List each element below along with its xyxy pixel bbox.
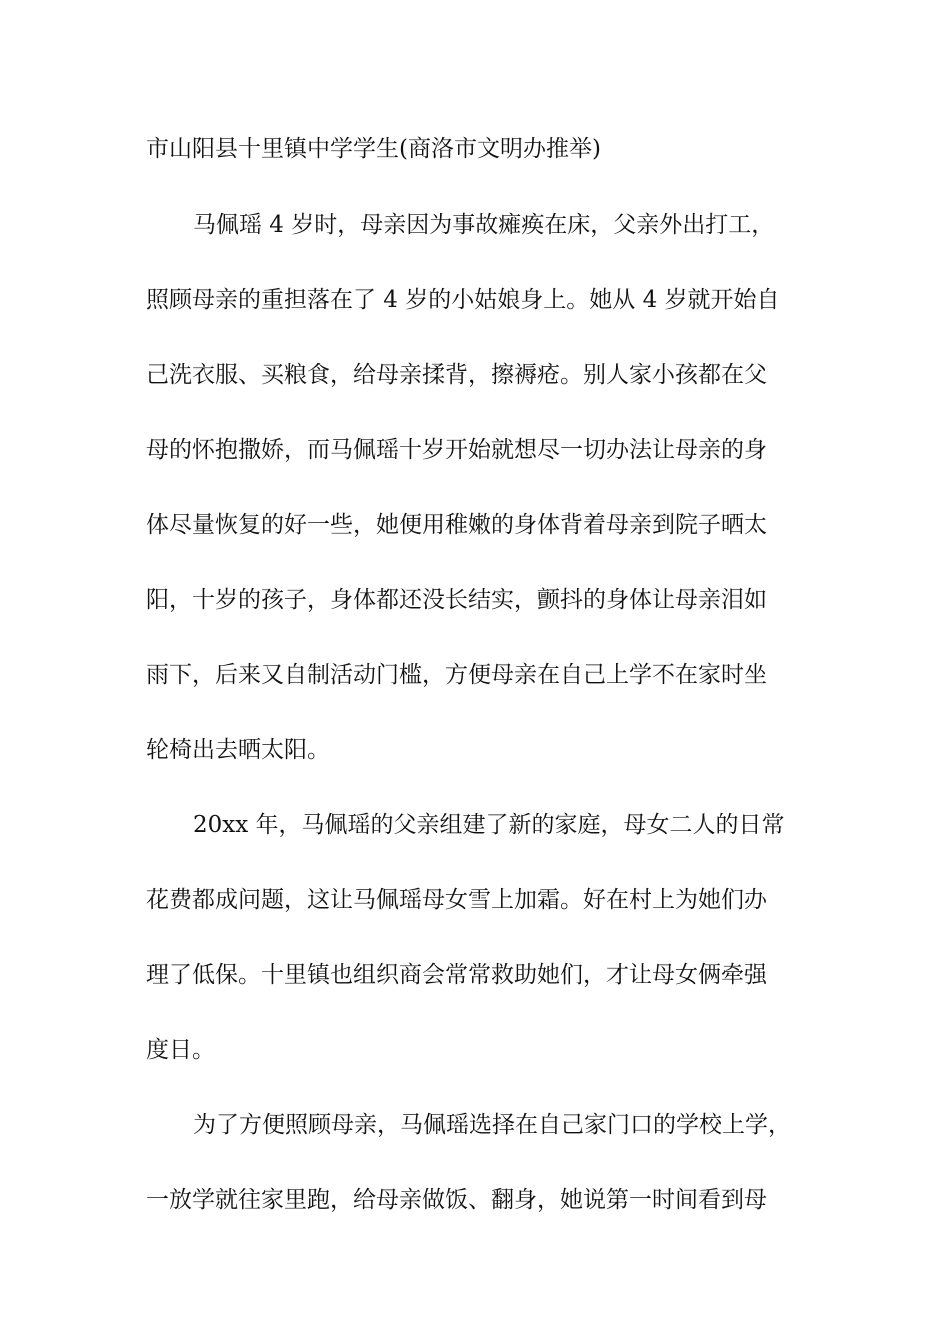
text-line: 马佩瑶 4 岁时，母亲因为事故瘫痪在床，父亲外出打工， [193,212,775,238]
text-line: 一放学就往家里跑，给母亲做饭、翻身，她说第一时间看到母 [146,1187,767,1213]
text-line: 照顾母亲的重担落在了 4 岁的小姑娘身上。她从 4 岁就开始自 [146,287,780,313]
text-line: 20xx 年，马佩瑶的父亲组建了新的家庭，母女二人的日常 [193,812,785,838]
text-line: 己洗衣服、买粮食，给母亲揉背，擦褥疮。别人家小孩都在父 [146,362,767,388]
text-line: 为了方便照顾母亲，马佩瑶选择在自己家门口的学校上学， [193,1112,791,1138]
text-line: 轮椅出去晒太阳。 [146,737,330,763]
text-line: 雨下，后来又自制活动门槛，方便母亲在自己上学不在家时坐 [146,662,767,688]
text-line: 花费都成问题，这让马佩瑶母女雪上加霜。好在村上为她们办 [146,887,767,913]
text-line: 体尽量恢复的好一些，她便用稚嫩的身体背着母亲到院子晒太 [146,512,767,538]
text-line: 母的怀抱撒娇，而马佩瑶十岁开始就想尽一切办法让母亲的身 [146,437,767,463]
text-line: 度日。 [146,1037,215,1063]
text-line: 理了低保。十里镇也组织商会常常救助她们，才让母女俩牵强 [146,962,767,988]
text-line: 阳，十岁的孩子，身体都还没长结实，颤抖的身体让母亲泪如 [146,587,767,613]
text-line: 市山阳县十里镇中学学生(商洛市文明办推举) [146,136,601,162]
